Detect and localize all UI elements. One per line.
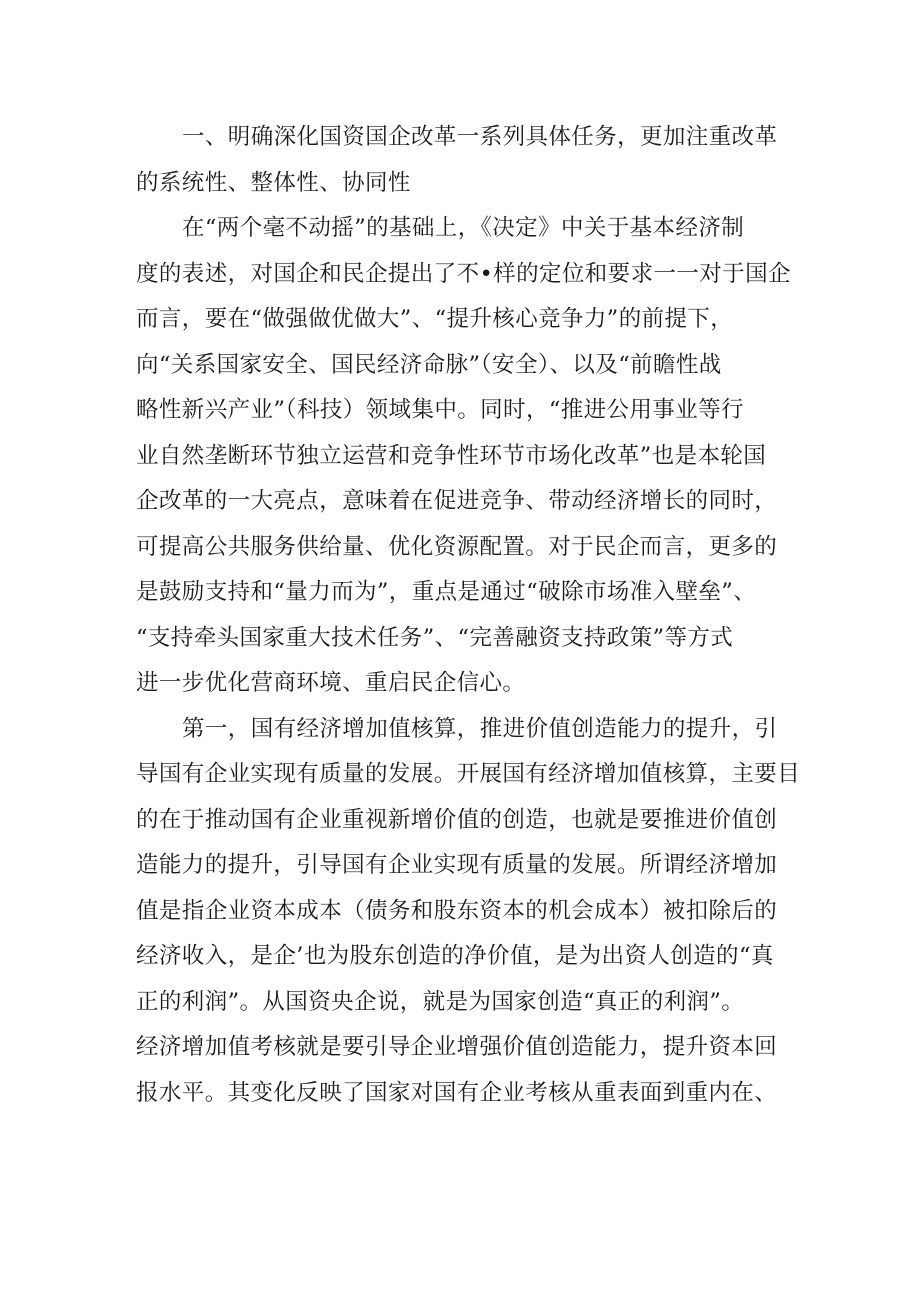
heading-line: 的系统性、整体性、协同性 [136, 169, 411, 196]
paragraph-line: 而言，要在“做强做优做大”、“提升核心竞争力”的前提下， [136, 306, 734, 332]
paragraph-line: 经济收入，是企’也为股东创造的净价值，是为出资人创造的“真 [136, 943, 774, 969]
paragraph-line: 向“关系国家安全、国民经济命脉”（安全）、以及“前瞻性战 [136, 351, 722, 378]
paragraph-line: 在“两个毫不动摇”的基础上，《决定》中关于基本经济制 [182, 215, 745, 241]
paragraph-1 [136, 206, 796, 707]
paragraph-line: 是鼓励支持和“量力而为”，重点是通过“破除市场准入壁垒”、 [136, 579, 757, 605]
section-heading [136, 115, 796, 206]
paragraph-line: 可提高公共服务供给量、优化资源配置。对于民企而言，更多的 [136, 533, 778, 560]
paragraph-line: “支持牵头国家重大技术任务”、“完善融资支持政策”等方式 [136, 624, 734, 651]
paragraph-line: 经济增加值考核就是要引导企业增强价值创造能力，提升资本回 [136, 1034, 778, 1060]
document-body [136, 115, 801, 1116]
paragraph-2 [136, 707, 801, 1117]
paragraph-line: 第一，国有经济增加值核算，推进价值创造能力的提升，引 [182, 715, 778, 742]
paragraph-line: 进一步优化营商环境、重启民企信心。 [136, 670, 526, 696]
heading-line: 一、明确深化国资国企改革一系列具体任务，更加注重改革 [182, 124, 778, 150]
paragraph-line: 正的利润”。从国资央企说，就是为国家创造“真正的利润”。 [136, 988, 745, 1015]
paragraph-line: 值是指企业资本成本（债务和股东资本的机会成本）被扣除后的 [136, 897, 778, 924]
paragraph-line: 企改革的一大亮点，意味着在促进竞争、带动经济增长的同时， [136, 488, 778, 514]
paragraph-line: 业自然垄断环节独立运营和竞争性环节市场化改革”也是本轮国 [136, 442, 767, 469]
paragraph-line: 的在于推动国有企业重视新增价值的创造，也就是要推进价值创 [136, 806, 778, 833]
paragraph-line: 造能力的提升，引导国有企业实现有质量的发展。所谓经济增加 [136, 852, 778, 878]
paragraph-line: 导国有企业实现有质量的发展。开展国有经济增加值核算，主要目 [136, 761, 801, 787]
paragraph-line: 报水平。其变化反映了国家对国有企业考核从重表面到重内在、 [136, 1079, 778, 1106]
paragraph-line: 略性新兴产业”（科技）领域集中。同时，“推进公用事业等行 [136, 397, 744, 423]
paragraph-line: 度的表述，对国企和民企提出了不•样的定位和要求一一对于国企 [136, 260, 791, 287]
